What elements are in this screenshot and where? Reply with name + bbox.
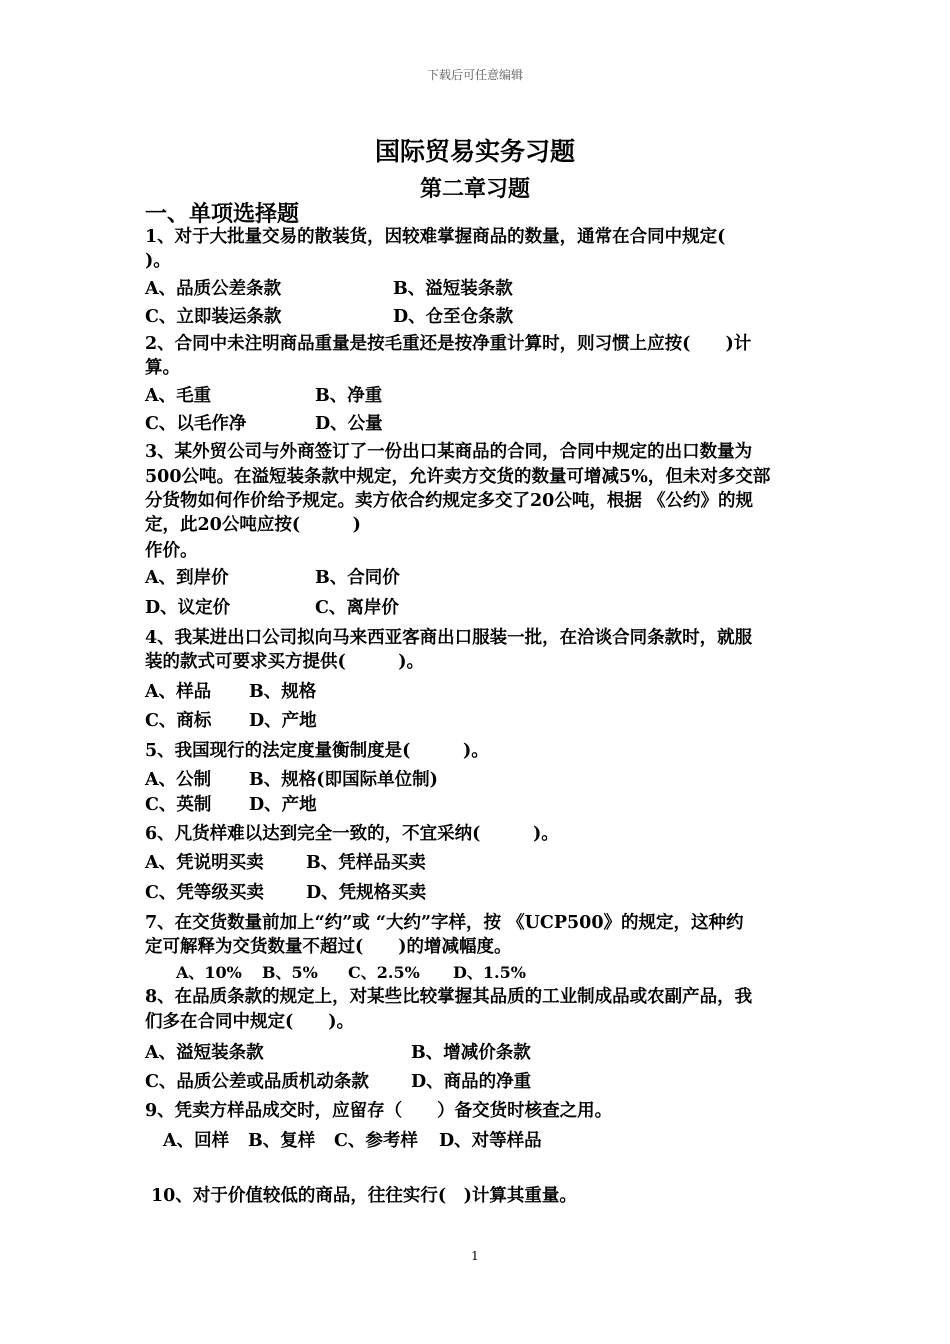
q8-option: A、溢短装条款 [145, 1043, 264, 1063]
q2-option: B、净重 [315, 386, 383, 406]
q1-stem-line: )。 [145, 251, 171, 271]
q7-option: B、5% [262, 963, 318, 982]
q3-option: A、到岸价 [145, 568, 229, 588]
page-number: 1 [471, 1249, 479, 1263]
q9-option: B、复样 [248, 1131, 316, 1151]
q2-option: D、公量 [315, 414, 383, 434]
q1-option: D、仓至仓条款 [393, 307, 514, 327]
q4-option: A、样品 [145, 682, 212, 702]
q4-stem-line: 4、我某进出口公司拟向马来西亚客商出口服装一批，在洽谈合同条款时，就服 [145, 628, 753, 648]
q8-option: D、商品的净重 [411, 1072, 532, 1092]
q7-stem-line: 定可解释为交货数量不超过( )的增减幅度。 [145, 937, 512, 957]
q7-option: C、2.5% [348, 963, 420, 982]
q6-option: D、凭规格买卖 [306, 883, 427, 903]
q2-stem-line: 算。 [145, 358, 180, 378]
header-note: 下载后可任意编辑 [426, 68, 523, 82]
q4-option: C、商标 [145, 711, 212, 731]
q5-stem-line: 5、我国现行的法定度量衡制度是( )。 [145, 741, 489, 761]
q6-option: B、凭样品买卖 [306, 853, 426, 873]
q4-option: B、规格 [249, 682, 317, 702]
q9-option: D、对等样品 [439, 1131, 542, 1151]
q3-stem-line: 3、某外贸公司与外商签订了一份出口某商品的合同，合同中规定的出口数量为 [145, 442, 753, 462]
q7-option: D、1.5% [453, 963, 526, 982]
q6-option: A、凭说明买卖 [145, 853, 264, 873]
q8-stem-line: 8、在品质条款的规定上，对某些比较掌握其品质的工业制成品或农副产品，我 [145, 987, 753, 1007]
q8-option: C、品质公差或品质机动条款 [145, 1072, 369, 1092]
q3-stem-line: 分货物如何作价给予规定。卖方依合约规定多交了20公吨，根据 《公约》的规 [145, 491, 753, 511]
q9-stem-line: 9、凭卖方样品成交时，应留存（ ）备交货时核查之用。 [145, 1101, 613, 1121]
q9-option: C、参考样 [334, 1131, 418, 1151]
chapter-title: 第二章习题 [419, 176, 530, 202]
q5-option: B、规格(即国际单位制) [249, 770, 438, 790]
q5-option: A、公制 [145, 770, 212, 790]
q1-stem-line: 1、对于大批量交易的散装货，因较难掌握商品的数量，通常在合同中规定( [145, 227, 726, 247]
q3-option: C、离岸价 [315, 598, 399, 618]
q5-option: D、产地 [249, 795, 317, 815]
q3-option: D、议定价 [145, 598, 231, 618]
q8-stem-line: 们多在合同中规定( )。 [145, 1012, 355, 1032]
q5-option: C、英制 [145, 795, 212, 815]
q3-option: B、合同价 [315, 568, 400, 588]
q6-option: C、凭等级买卖 [145, 883, 264, 903]
q10-stem-line: 10、对于价值较低的商品，往往实行( )计算其重量。 [151, 1186, 577, 1206]
document-title: 国际贸易实务习题 [374, 137, 575, 166]
q1-option: B、溢短装条款 [393, 279, 513, 299]
q1-option: C、立即装运条款 [145, 307, 282, 327]
q3-stem-line: 作价。 [145, 541, 198, 561]
q3-stem-line: 定，此20公吨应按( ) [145, 515, 361, 535]
q1-option: A、品质公差条款 [145, 279, 282, 299]
q4-stem-line: 装的款式可要求买方提供( )。 [145, 652, 425, 672]
q2-stem-line: 2、合同中未注明商品重量是按毛重还是按净重计算时，则习惯上应按( )计 [145, 334, 752, 354]
q2-option: C、以毛作净 [145, 414, 247, 434]
section-title: 一、单项选择题 [145, 201, 300, 227]
q3-stem-line: 500公吨。在溢短装条款中规定，允许卖方交货的数量可增减5%，但未对多交部 [145, 467, 771, 487]
q2-option: A、毛重 [145, 386, 212, 406]
q6-stem-line: 6、凡货样难以达到完全一致的，不宜采纳( )。 [145, 824, 559, 844]
q8-option: B、增减价条款 [411, 1043, 531, 1063]
q4-option: D、产地 [249, 711, 317, 731]
q9-option: A、回样 [163, 1131, 230, 1151]
q7-stem-line: 7、在交货数量前加上“约”或 “大约”字样，按 《UCP500》的规定，这种约 [145, 913, 744, 933]
q7-option: A、10% [176, 963, 242, 982]
